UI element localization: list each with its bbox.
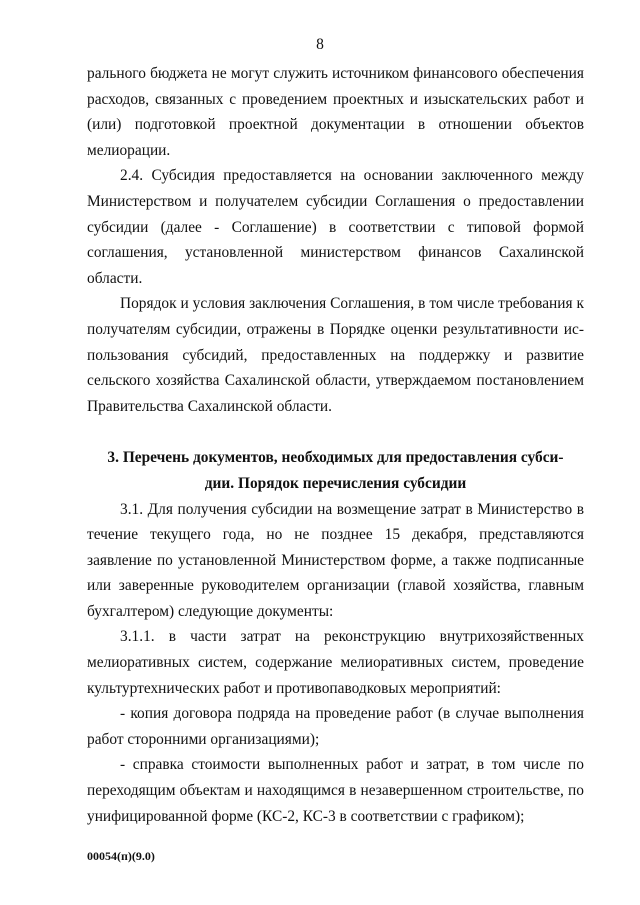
paragraph-clause-2-4: 2.4. Субсидия предоставляется на основании заключенного между Министерством и получателем субсидии Соглашения о предоставлении субсидии (далее - Соглашение) в соответствии с типовой формой соглашения, установленной министерством финансов Сахалинской области.	[87, 167, 584, 287]
paragraph-agreement-order: Порядок и условия заключения Соглашения, в том числе требования к получателям субсидии, отражены в Порядке оценки результативности использования субсидий, предоставленных на поддержку и развитие сельского хозяйства Сахалинской области, утверждаемом постановлением Правительства Сахалинской области.	[87, 295, 584, 415]
section-heading-line-2: дии. Порядок перечисления субсидии	[204, 474, 467, 492]
section-heading	[87, 445, 584, 496]
section-spacer	[87, 419, 584, 445]
section-heading-line-1: 3. Перечень документов, необходимых для предоставления субси-	[107, 449, 564, 467]
paragraph-continuation: рального бюджета не могут служить источником финансового обеспечения расходов, связанных с проведением проектных и изыскательских работ и (или) подготовкой проектной документации в отношении объектов мелиорации.	[87, 65, 584, 159]
list-item-contract-copy: - копия договора подряда на проведение работ (в случае выполнения работ сторонними организациями);	[87, 705, 584, 748]
paragraph-clause-3-1: 3.1. Для получения субсидии на возмещение затрат в Министерство в течение текущего года, но не позднее 15 декабря, представляются заявление по установленной Министерством форме, а также подписанные или заверенные руководителем организации (главой хозяйства, главным бухгалтером) следующие документы:	[87, 500, 584, 620]
page-number: 8	[316, 36, 324, 53]
document-body	[87, 61, 584, 829]
paragraph-clause-3-1-1: 3.1.1. в части затрат на реконструкцию внутрихозяйственных мелиоративных систем, содержание мелиоративных систем, проведение культуртехнических работ и противопаводковых мероприятий:	[87, 628, 584, 697]
document-code: 00054(п)(9.0)	[87, 849, 155, 863]
list-item-cost-certificate: - справка стоимости выполненных работ и затрат, в том числе по переходящим объектам и находящимся в незавершенном строительстве, по унифицированной форме (КС-2, КС-3 в соответствии с графиком);	[87, 756, 584, 825]
